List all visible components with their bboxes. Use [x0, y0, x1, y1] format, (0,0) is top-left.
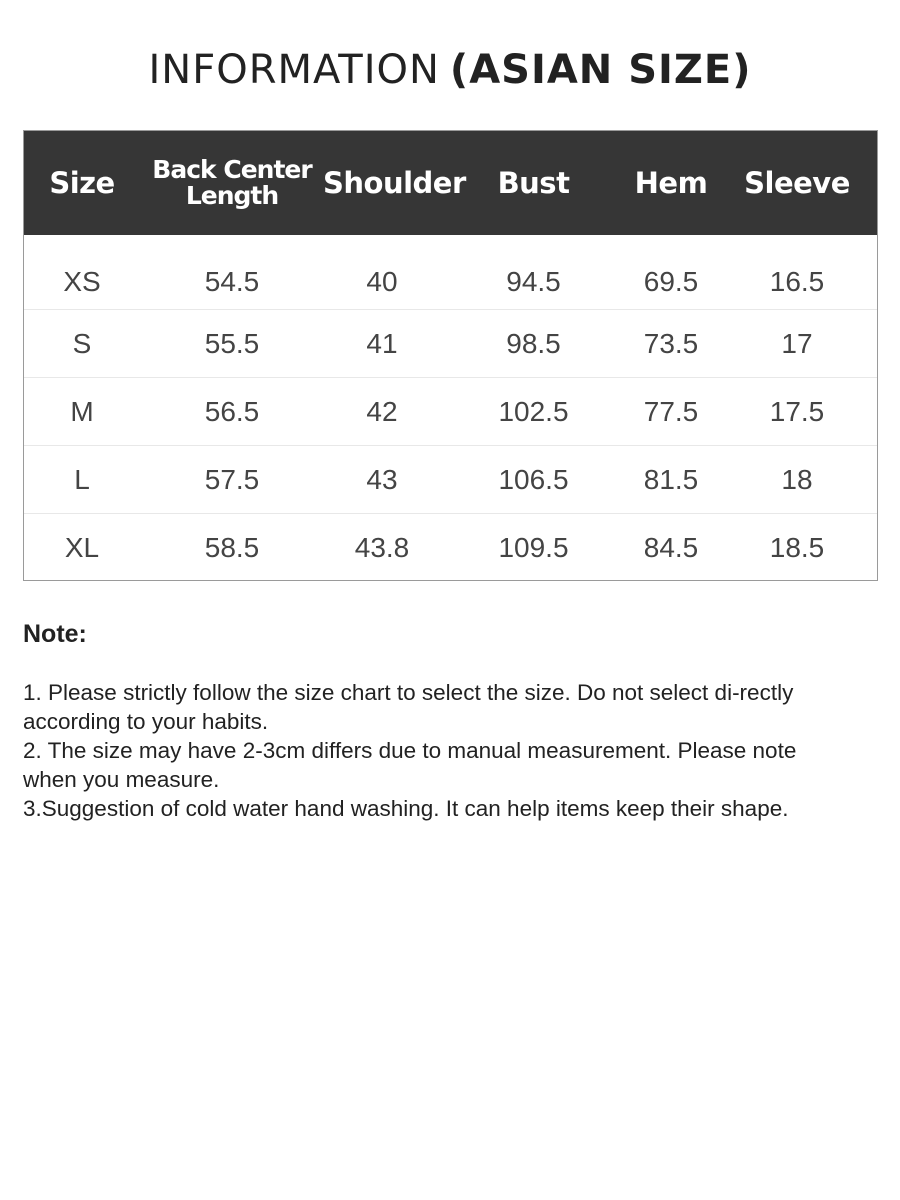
header-back-center-line1: Back Center — [152, 154, 312, 184]
size-chart-table — [23, 130, 878, 581]
table-row — [23, 235, 878, 310]
cell-shoulder: 41 — [323, 310, 441, 378]
cell-sleeve: 18.5 — [769, 531, 825, 563]
page-title-qualifier: (ASIAN SIZE) — [449, 47, 752, 93]
table-row — [23, 378, 878, 446]
note-item: 3.Suggestion of cold water hand washing. It can help items keep their shape. — [23, 796, 789, 821]
page-title-main: INFORMATION — [148, 47, 440, 93]
header-back-center-length — [141, 130, 323, 235]
cell-shoulder: 43 — [323, 446, 441, 514]
cell-hem: 77.5 — [626, 378, 716, 446]
cell-back-center-length: 58.5 — [204, 531, 260, 563]
cell-size: M — [23, 378, 141, 446]
note-list — [23, 678, 853, 823]
header-back-center-line2: Length — [185, 180, 279, 210]
note-item: 1. Please strictly follow the size chart to select the size. Do not select di-rectly according to your habits. — [23, 680, 794, 734]
cell-bust: 109.5 — [498, 531, 569, 563]
note-heading: Note: — [23, 620, 87, 648]
cell-sleeve: 18 — [716, 446, 878, 514]
cell-bust: 102.5 — [441, 378, 626, 446]
note-item: 2. The size may have 2-3cm differs due to manual measurement. Please note when you measure. — [23, 738, 797, 792]
header-sleeve: Sleeve — [744, 165, 850, 200]
cell-size: S — [23, 310, 141, 378]
page-title — [0, 44, 900, 96]
cell-size: XS — [23, 235, 141, 310]
cell-back-center-length: 57.5 — [141, 446, 323, 514]
cell-back-center-length: 56.5 — [141, 378, 323, 446]
cell-hem: 73.5 — [626, 310, 716, 378]
cell-sleeve: 17.5 — [716, 378, 878, 446]
cell-shoulder: 43.8 — [354, 531, 410, 563]
cell-hem: 81.5 — [626, 446, 716, 514]
cell-back-center-length: 54.5 — [141, 235, 323, 310]
cell-sleeve: 16.5 — [716, 235, 878, 310]
table-row — [23, 310, 878, 378]
header-size: Size — [49, 165, 115, 200]
cell-bust: 98.5 — [441, 310, 626, 378]
cell-size: L — [23, 446, 141, 514]
cell-bust: 94.5 — [441, 235, 626, 310]
cell-sleeve: 17 — [716, 310, 878, 378]
cell-back-center-length: 55.5 — [141, 310, 323, 378]
cell-hem: 69.5 — [626, 235, 716, 310]
header-bust: Bust — [497, 165, 570, 200]
header-hem: Hem — [634, 165, 708, 200]
table-header-row — [23, 130, 878, 235]
cell-shoulder: 42 — [323, 378, 441, 446]
cell-bust: 106.5 — [441, 446, 626, 514]
cell-size: XL — [64, 531, 100, 563]
table-row — [23, 446, 878, 514]
header-shoulder: Shoulder — [323, 165, 466, 200]
cell-shoulder: 40 — [323, 235, 441, 310]
cell-hem: 84.5 — [643, 531, 699, 563]
table-row — [23, 514, 878, 582]
